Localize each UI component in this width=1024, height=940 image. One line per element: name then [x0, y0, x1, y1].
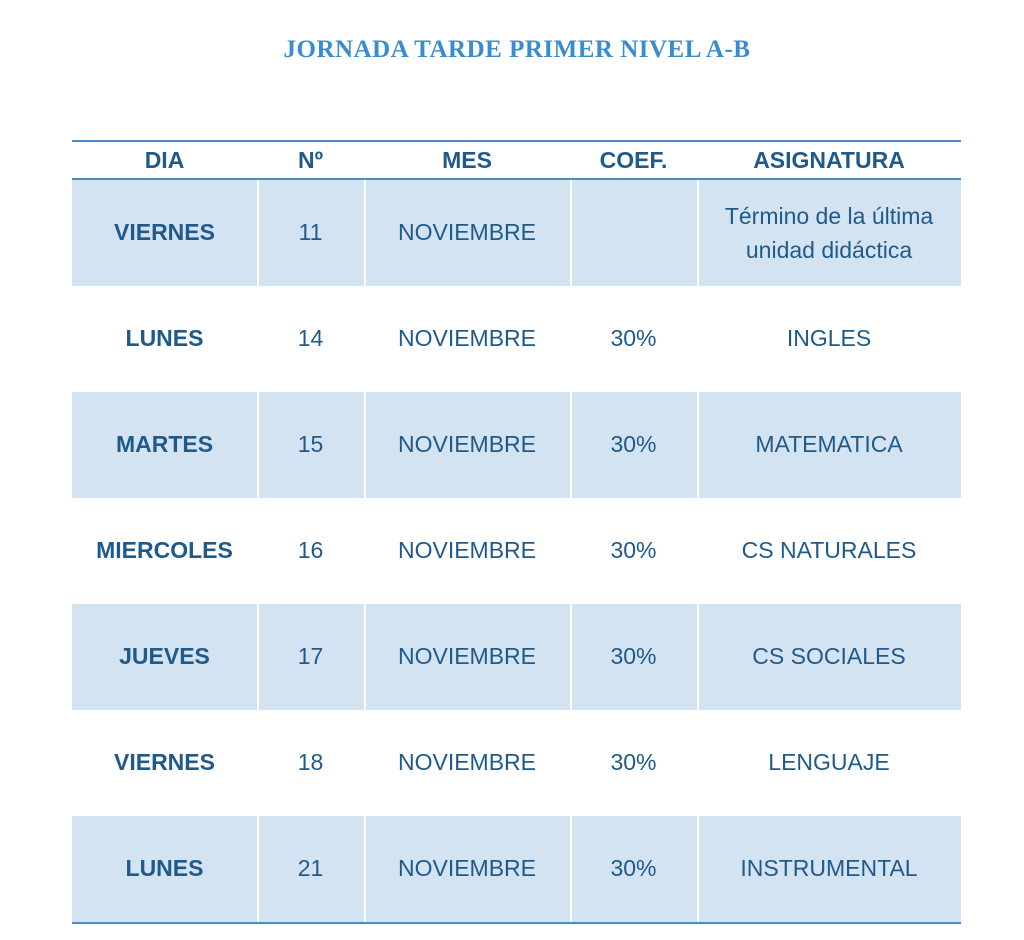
header-coef: COEF.	[570, 141, 697, 179]
cell-mes: NOVIEMBRE	[364, 179, 570, 286]
header-asignatura: ASIGNATURA	[697, 141, 961, 179]
table-header-row	[72, 141, 961, 179]
cell-asignatura: CS NATURALES	[741, 537, 917, 564]
cell-coef: 30%	[610, 325, 657, 352]
cell-num: 17	[257, 604, 364, 710]
header-mes: MES	[364, 141, 570, 179]
table-row	[72, 286, 961, 392]
cell-asignatura: MATEMATICA	[697, 392, 961, 498]
header-num: Nº	[257, 141, 364, 179]
cell-dia: JUEVES	[72, 604, 257, 710]
cell-num: 15	[257, 392, 364, 498]
cell-num: 18	[297, 749, 324, 776]
cell-dia: MARTES	[72, 392, 257, 498]
cell-mes: NOVIEMBRE	[364, 604, 570, 710]
cell-mes: NOVIEMBRE	[364, 816, 570, 923]
cell-dia: VIERNES	[114, 749, 215, 776]
table-row	[72, 604, 961, 710]
cell-asignatura: LENGUAJE	[768, 749, 890, 776]
page-title: JORNADA TARDE PRIMER NIVEL A-B	[283, 36, 751, 63]
cell-mes: NOVIEMBRE	[364, 392, 570, 498]
cell-coef: 30%	[610, 749, 657, 776]
cell-num: 16	[297, 537, 324, 564]
cell-mes: NOVIEMBRE	[397, 537, 537, 564]
table-row	[72, 816, 961, 923]
cell-asignatura: CS SOCIALES	[697, 604, 961, 710]
table-row	[72, 179, 961, 286]
table-row	[72, 498, 961, 604]
cell-coef	[570, 179, 697, 286]
cell-num: 21	[257, 816, 364, 923]
cell-asignatura: INGLES	[786, 325, 872, 352]
cell-dia: LUNES	[72, 816, 257, 923]
cell-dia: VIERNES	[72, 179, 257, 286]
schedule-table	[72, 140, 961, 924]
cell-num: 11	[257, 179, 364, 286]
cell-dia: LUNES	[125, 325, 204, 352]
cell-coef: 30%	[570, 604, 697, 710]
table-row	[72, 392, 961, 498]
cell-asignatura: INSTRUMENTAL	[697, 816, 961, 923]
cell-asignatura: Término de la última unidad didáctica	[697, 179, 961, 286]
cell-coef: 30%	[570, 392, 697, 498]
cell-coef: 30%	[570, 816, 697, 923]
cell-mes: NOVIEMBRE	[397, 325, 537, 352]
table-row	[72, 710, 961, 816]
cell-coef: 30%	[610, 537, 657, 564]
header-dia: DIA	[72, 141, 257, 179]
cell-mes: NOVIEMBRE	[397, 749, 537, 776]
cell-num: 14	[297, 325, 324, 352]
cell-dia: MIERCOLES	[96, 537, 233, 564]
